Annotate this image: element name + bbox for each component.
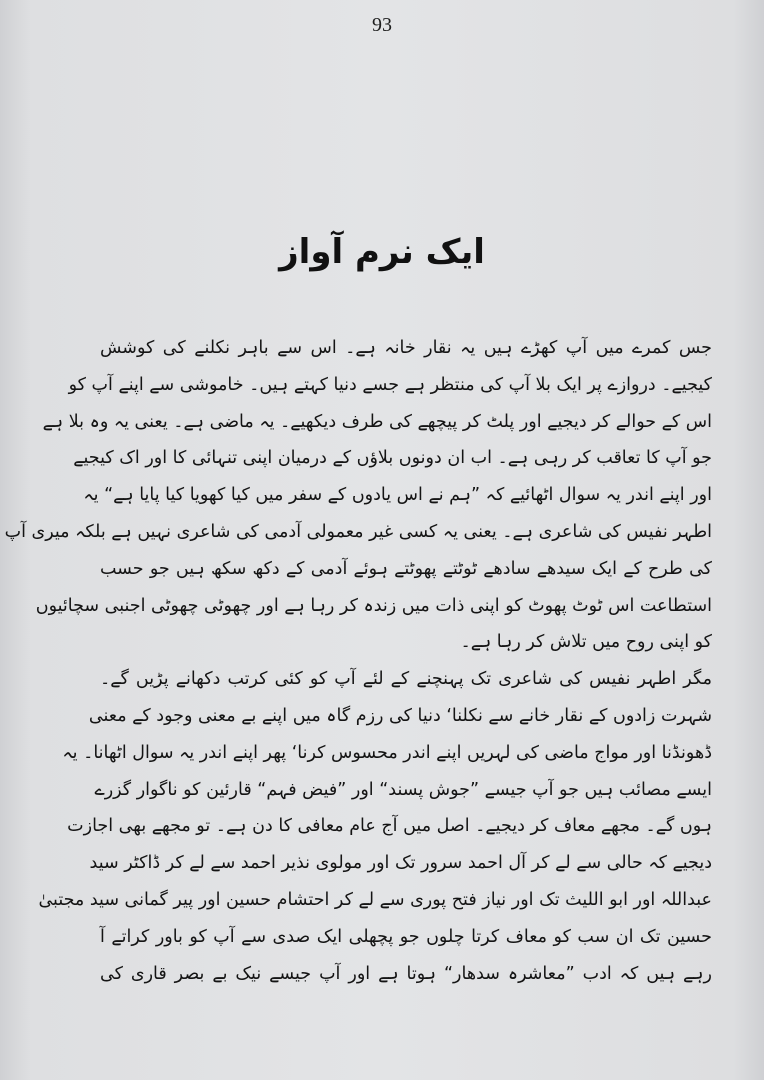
text-line: اطہر نفیس کی شاعری ہے۔ یعنی یہ کسی غیر معمولی آدمی کی شاعری نہیں ہے بلکہ میری آپ xyxy=(4,521,712,542)
page-number: 93 xyxy=(372,14,392,36)
text-line: استطاعت اس ٹوٹ پھوٹ کو اپنی ذات میں زندہ کر رہا ہے اور چھوٹی چھوٹی اجنبی سچائیوں xyxy=(35,595,712,616)
text-line: دیجیے کہ حالی سے لے کر آل احمد سرور تک اور مولوی نذیر احمد سے لے کر ڈاکٹر سید xyxy=(89,853,712,874)
text-line: ہوں گے۔ مجھے معاف کر دیجیے۔ اصل میں آج عام معافی کا دن ہے۔ تو مجھے بھی اجازت xyxy=(67,816,712,837)
text-line: جس کمرے میں آپ کھڑے ہیں یہ نقار خانہ ہے۔ اس سے باہر نکلنے کی کوشش xyxy=(100,338,712,358)
body-text xyxy=(4,330,712,992)
text-line: کی طرح کے ایک سیدھے سادھے ٹوٹتے پھوٹتے ہوئے آدمی کے دکھ سکھ ہیں جو حسب xyxy=(100,558,712,579)
text-line: شہرت زادوں کے نقار خانے سے نکلنا‘ دنیا کی رزم گاہ میں اپنے بے معنی وجود کے معنی xyxy=(88,705,712,726)
text-line: اور اپنے اندر یہ سوال اٹھائیے کہ ”ہم نے اس یادوں کے سفر میں کیا کھویا کیا پایا ہے“ یہ xyxy=(83,485,712,506)
text-line: مگر اطہر نفیس کی شاعری تک پہنچنے کے لئے آپ کو کئی کرتب دکھانے پڑیں گے۔ xyxy=(100,669,712,690)
text-line: ایسے مصائب ہیں جو آپ جیسے ”جوش پسند“ اور ”فیض فہم“ قارئین کو ناگوار گزرے xyxy=(94,779,712,800)
chapter-title: ایک نرم آواز xyxy=(279,232,485,272)
text-line: حسین تک ان سب کو معاف کرتا چلوں جو پچھلی ایک صدی سے آپ کو باور کراتے آ xyxy=(100,926,712,947)
text-line: اس کے حوالے کر دیجیے اور پلٹ کر پیچھے کی طرف دیکھیے۔ یہ ماضی ہے۔ یعنی یہ وہ بلا ہے xyxy=(42,411,712,432)
text-line: عبداللہ اور ابو اللیث تک اور نیاز فتح پوری سے لے کر احتشام حسین اور پیر گمانی سید مجتبیٰ xyxy=(38,889,712,910)
text-line: کو اپنی روح میں تلاش کر رہا ہے۔ xyxy=(460,632,712,653)
text-line: رہے ہیں کہ ادب ”معاشرہ سدھار“ ہوتا ہے اور آپ جیسے نیک بے بصر قاری کی xyxy=(100,963,712,984)
text-line: جو آپ کا تعاقب کر رہی ہے۔ اب ان دونوں بلاؤں کے درمیان اپنی تنہائی کا اور اک کیجیے xyxy=(73,448,712,469)
text-line: ڈھونڈنا اور مواج ماضی کی لہریں اپنے اندر محسوس کرنا‘ پھر اپنے اندر یہ سوال اٹھانا۔ یہ xyxy=(62,742,712,763)
text-line: کیجیے۔ دروازے پر ایک بلا آپ کی منتظر ہے جسے دنیا کہتے ہیں۔ خاموشی سے اپنے آپ کو xyxy=(68,374,712,395)
